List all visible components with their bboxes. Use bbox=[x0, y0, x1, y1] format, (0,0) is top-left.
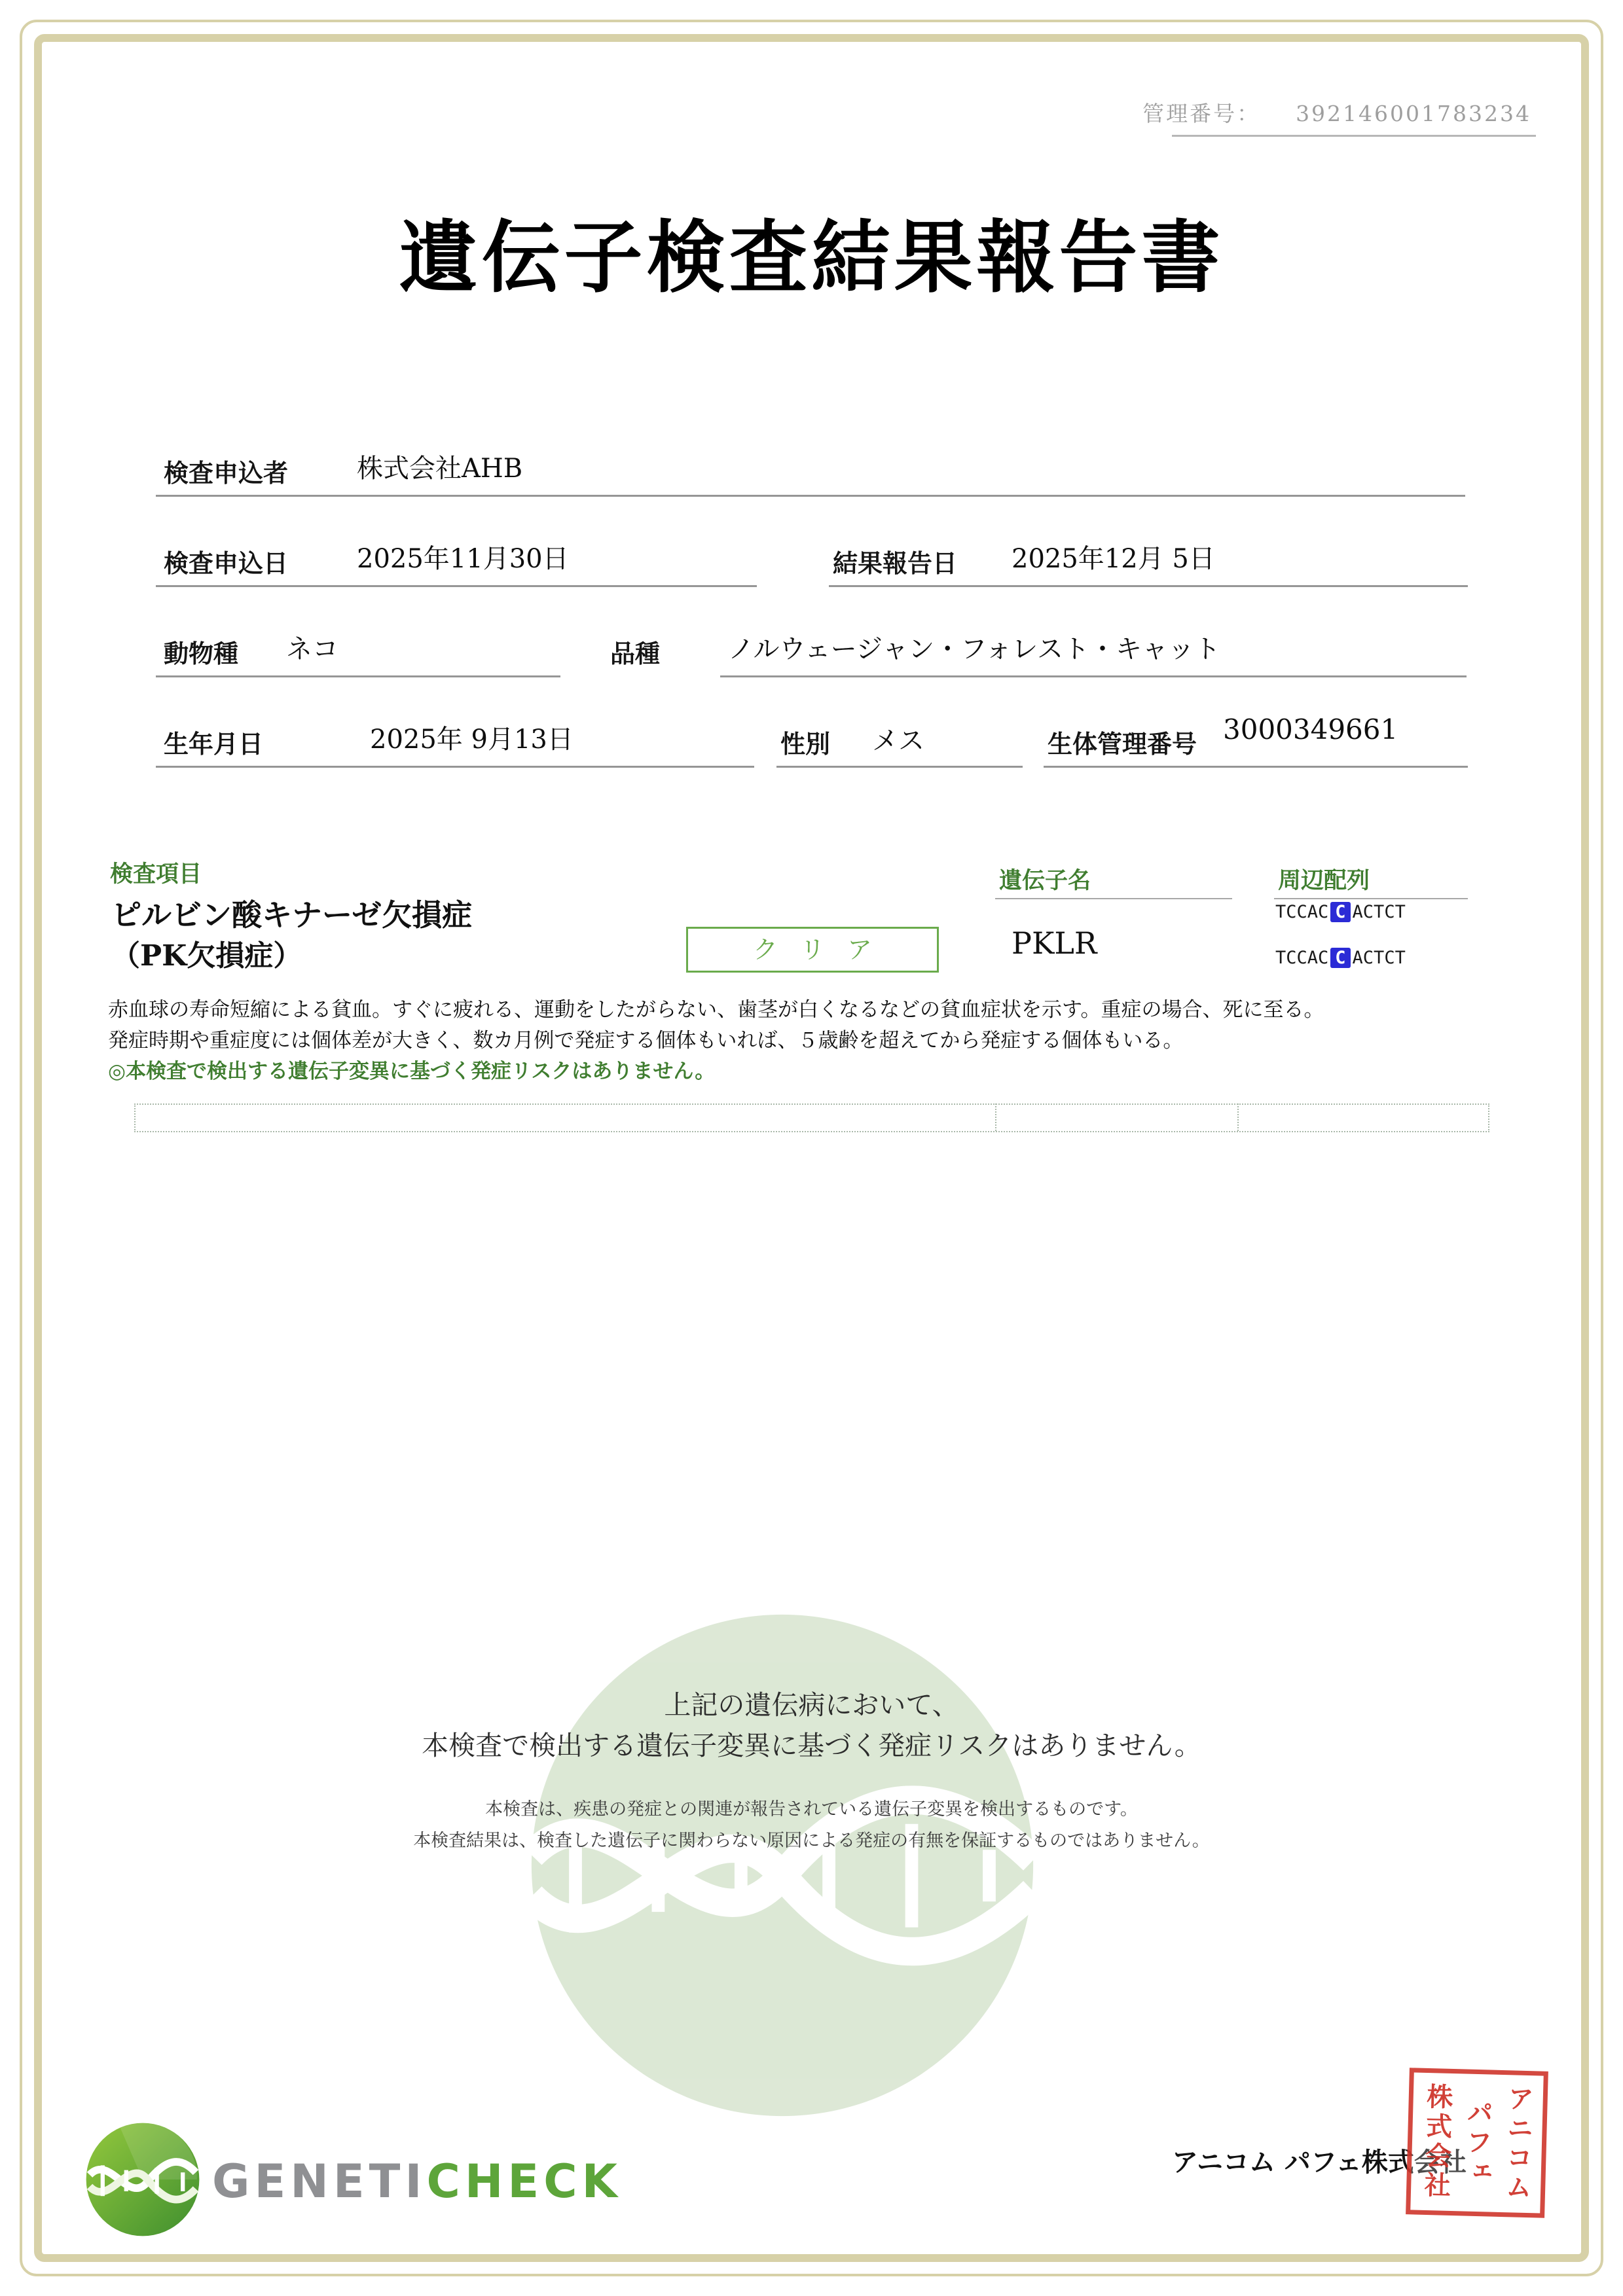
sequence-row bbox=[1275, 902, 1406, 922]
geneticheck-logo-icon bbox=[84, 2121, 202, 2238]
disease-description bbox=[108, 995, 1535, 1087]
sex-underline bbox=[776, 766, 1023, 768]
empty-result-row bbox=[134, 1103, 1489, 1132]
apply-date-value: 2025年11月30日 bbox=[357, 544, 569, 574]
bio-id-label: 生体管理番号 bbox=[1048, 729, 1197, 759]
summary-line-1: 上記の遺伝病において、 bbox=[664, 1689, 959, 1721]
bio-id-value: 3000349661 bbox=[1223, 713, 1398, 745]
management-number bbox=[1142, 97, 1531, 128]
sequence-suffix: ACTCT bbox=[1352, 902, 1406, 922]
logo-text-geneti: GENETI bbox=[212, 2155, 427, 2208]
management-number-underline bbox=[1172, 135, 1536, 137]
bio-id-underline bbox=[1044, 766, 1468, 768]
disease-name: ピルビン酸キナーゼ欠損症 bbox=[111, 897, 473, 933]
birth-date-underline bbox=[156, 766, 754, 768]
breed-underline bbox=[720, 675, 1467, 677]
empty-result-row-divider bbox=[995, 1103, 996, 1131]
page-title: 遺伝子検査結果報告書 bbox=[399, 211, 1224, 304]
applicant-underline bbox=[156, 495, 1465, 497]
sequence-header-underline bbox=[1274, 898, 1468, 899]
seal-column: 株式会社 bbox=[1419, 2082, 1454, 2201]
company-seal-stamp bbox=[1406, 2068, 1548, 2217]
summary-line-2: 本検査で検出する遺伝子変異に基づく発症リスクはありません。 bbox=[422, 1730, 1201, 1761]
apply-date-label: 検査申込日 bbox=[164, 548, 289, 578]
sequence-prefix: TCCAC bbox=[1275, 902, 1329, 922]
report-date-value: 2025年12月 5日 bbox=[1012, 544, 1215, 574]
description-line-2: 発症時期や重症度には個体差が大きく、数カ月例で発症する個体もいれば、５歳齢を超えてから発症する個体もいる。 bbox=[108, 1029, 1184, 1052]
apply-date-underline bbox=[156, 585, 757, 587]
sequence-suffix: ACTCT bbox=[1352, 948, 1406, 968]
sequence-prefix: TCCAC bbox=[1275, 948, 1329, 968]
gene-name-header-underline bbox=[995, 898, 1232, 899]
seal-column: パフェ bbox=[1461, 2098, 1494, 2188]
geneticheck-logo-text bbox=[212, 2155, 622, 2208]
sequence-header: 周辺配列 bbox=[1278, 867, 1370, 894]
birth-date-label: 生年月日 bbox=[164, 729, 264, 759]
risk-note: ◎本検査で検出する遺伝子変異に基づく発症リスクはありません。 bbox=[108, 1060, 716, 1083]
sex-label: 性別 bbox=[780, 729, 831, 759]
company-name: アニコム パフェ株式会社 bbox=[1172, 2147, 1467, 2178]
species-value: ネコ bbox=[286, 634, 338, 664]
logo-text-check: CHECK bbox=[426, 2155, 622, 2208]
description-line-1: 赤血球の寿命短縮による貧血。すぐに疲れる、運動をしたがらない、歯茎が白くなるなどの貧血症状を示す。重症の場合、死に至る。 bbox=[108, 998, 1324, 1022]
breed-value: ノルウェージャン・フォレスト・キャット bbox=[728, 634, 1220, 664]
sequence-variant-highlight: C bbox=[1330, 902, 1350, 922]
gene-name-header: 遺伝子名 bbox=[999, 867, 1091, 894]
report-date-underline bbox=[829, 585, 1468, 587]
species-label: 動物種 bbox=[164, 639, 239, 668]
sex-value: メス bbox=[872, 726, 924, 756]
species-underline bbox=[156, 675, 560, 677]
gene-name-value: PKLR bbox=[1012, 925, 1097, 961]
summary-note-1: 本検査は、疾患の発症との関連が報告されている遺伝子変異を検出するものです。 bbox=[485, 1799, 1138, 1820]
seal-column: アニコム bbox=[1501, 2085, 1535, 2204]
sequence-row bbox=[1275, 948, 1406, 968]
breed-label: 品種 bbox=[610, 639, 661, 668]
birth-date-value: 2025年 9月13日 bbox=[370, 725, 574, 755]
summary-note-2: 本検査結果は、検査した遺伝子に関わらない原因による発症の有無を保証するものではありません。 bbox=[413, 1831, 1210, 1851]
disease-name-sub: （PK欠損症） bbox=[111, 939, 302, 973]
status-clear-badge: クリア bbox=[686, 927, 939, 973]
test-item-header: 検査項目 bbox=[110, 861, 202, 888]
report-date-label: 結果報告日 bbox=[833, 548, 958, 578]
management-number-value: 392146001783234 bbox=[1296, 101, 1531, 126]
applicant-value: 株式会社AHB bbox=[357, 454, 523, 484]
applicant-label: 検査申込者 bbox=[164, 458, 289, 488]
management-number-label: 管理番号： bbox=[1142, 101, 1261, 126]
empty-result-row-divider bbox=[1237, 1103, 1239, 1131]
sequence-variant-highlight: C bbox=[1330, 948, 1350, 968]
